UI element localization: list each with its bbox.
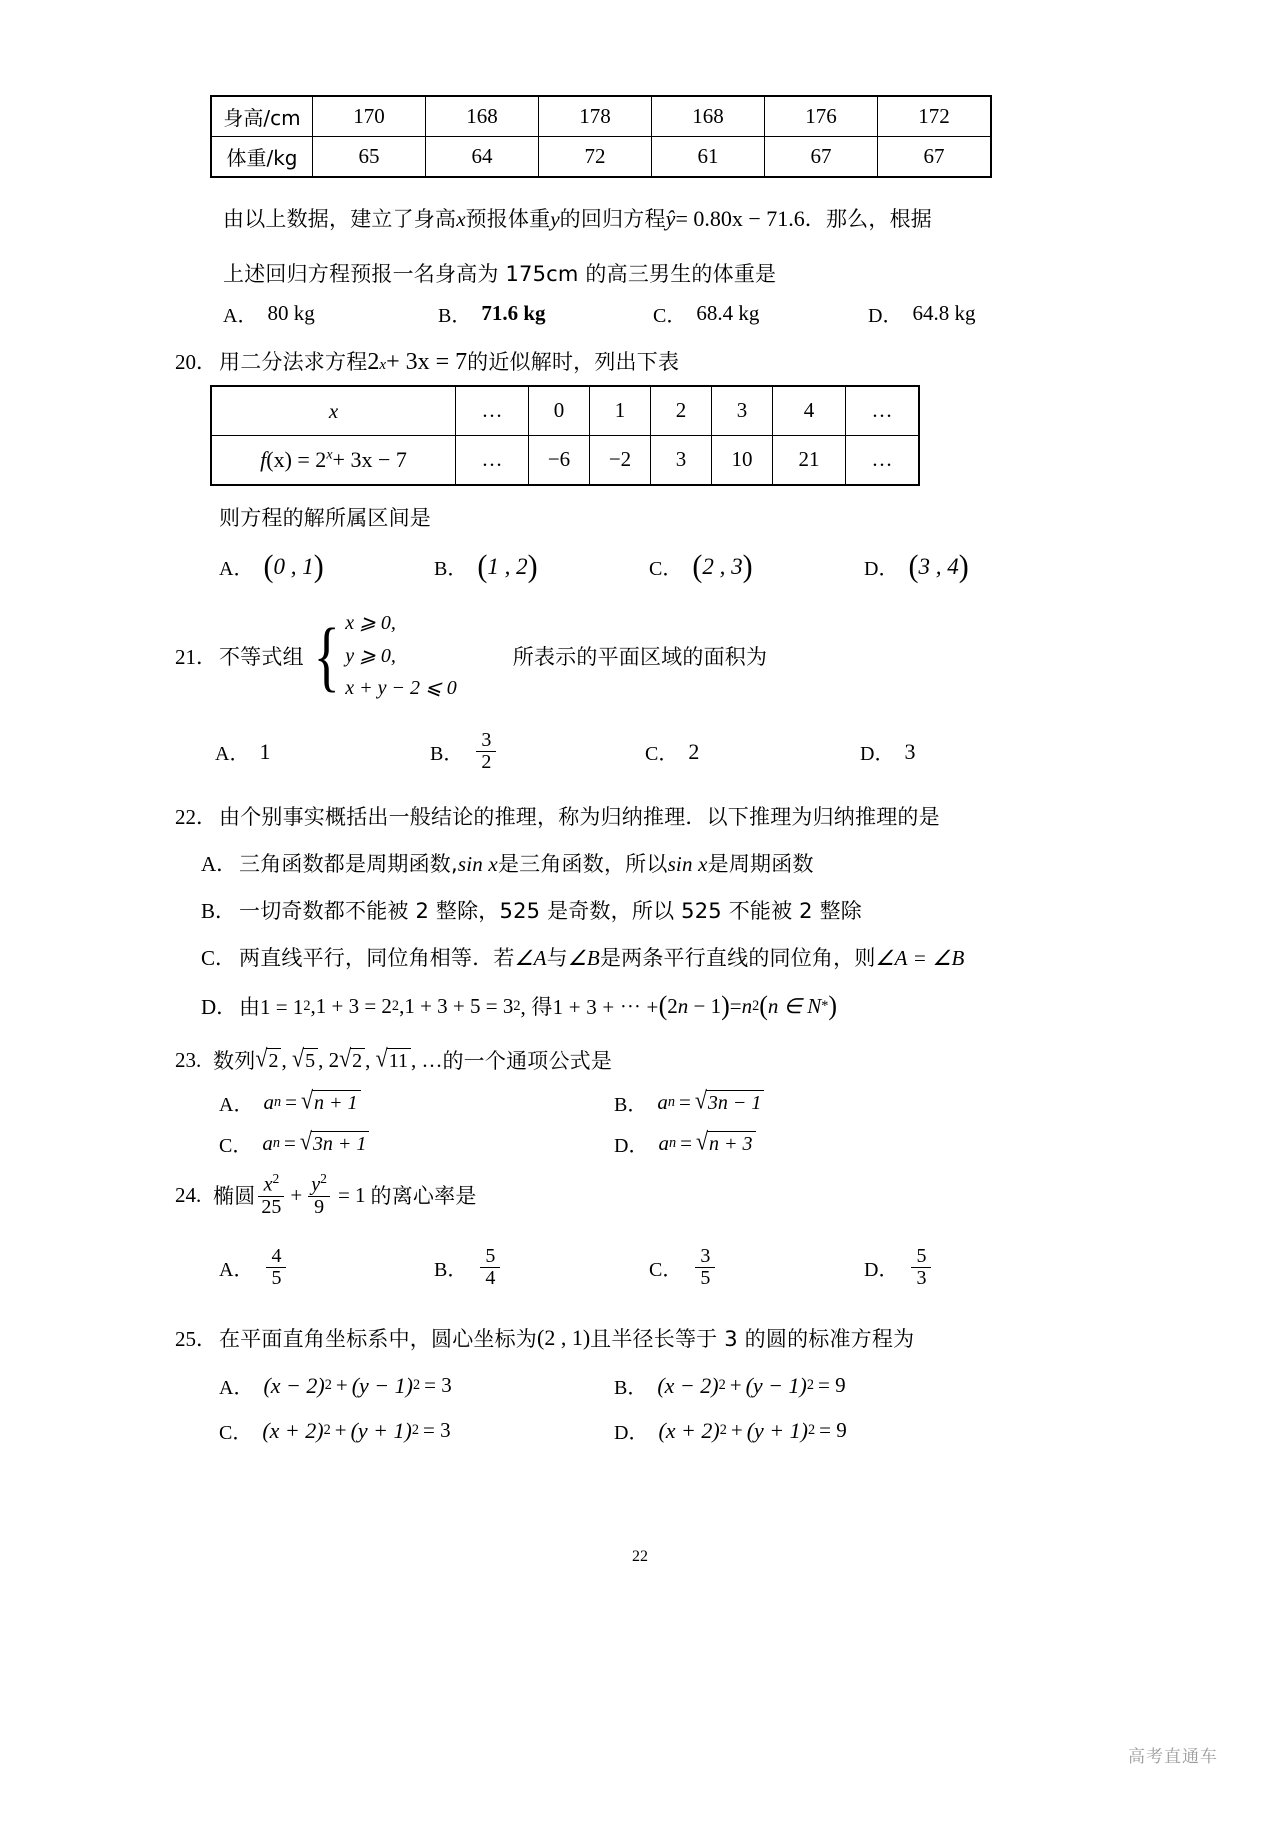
angle-a: ∠A: [514, 946, 547, 971]
page-number: 22: [632, 1548, 648, 1565]
table-cell-dots: …: [846, 435, 920, 485]
table-cell: 72: [539, 137, 652, 178]
q21-stem-text-b: 所表示的平面区域的面积为: [512, 644, 768, 669]
table-cell: 61: [652, 137, 765, 178]
page-content: [175, 95, 1105, 1445]
q24-option-a[interactable]: A． $\frac{4}{5}$: [219, 1246, 434, 1289]
question-20: [175, 346, 1105, 582]
q19-stem-line-2: 上述回归方程预报一名身高为 175cm 的高三男生的体重是: [223, 262, 777, 287]
q22-option-d-label: D．: [201, 995, 238, 1020]
q23-option-b[interactable]: B． a n = √ 3n − 1: [614, 1088, 1009, 1117]
table-row: [211, 435, 919, 485]
q20-number: 20．: [175, 349, 217, 374]
sqrt-expression: √ n + 1: [301, 1090, 361, 1115]
x-row-label: x: [211, 386, 456, 436]
q24-stem-text-a: 椭圆: [213, 1184, 256, 1209]
q20-option-b[interactable]: B． ( 1 , 2 ): [434, 549, 538, 584]
table-cell: 21: [773, 435, 846, 485]
table-row: [211, 386, 919, 436]
q24-equals-one: = 1: [337, 1182, 366, 1207]
q22-option-b-label: B．: [201, 899, 237, 924]
q21-option-b[interactable]: B． $\frac{3}{2}$: [430, 730, 645, 773]
table-cell: 67: [765, 137, 878, 178]
table-cell: 0: [529, 386, 590, 436]
q25-stem-text-b: 且半径长等于 3 的圆的标准方程为: [590, 1327, 915, 1352]
table-cell: 2: [651, 386, 712, 436]
q19-var-x: x: [456, 207, 466, 231]
q19-stem-line-1: [223, 202, 1105, 236]
q23-option-c[interactable]: C． a n = √ 3n + 1: [219, 1129, 614, 1158]
watermark: 高考直通车: [1128, 1747, 1218, 1767]
question-24: [175, 1172, 1105, 1289]
q19-options: [223, 299, 1105, 328]
q20-options: [219, 549, 1105, 584]
sqrt-expression: √ 3n − 1: [695, 1090, 765, 1115]
q20-option-c[interactable]: C． ( 2 , 3 ): [649, 549, 753, 584]
q20-stem-text-c: 则方程的解所属区间是: [219, 505, 431, 530]
question-23: [175, 1045, 1105, 1158]
fx-row-label: $f(x) = 2^x+ 3x - 7$: [211, 435, 456, 485]
q23-options-row-2: [219, 1129, 1105, 1158]
table-cell-dots: …: [456, 435, 529, 485]
fraction: $\frac{3}{5}$: [695, 1246, 715, 1289]
q22-option-a-label: A．: [201, 852, 238, 877]
sin-x-1: sin x: [457, 852, 498, 877]
table-cell: 65: [313, 137, 426, 178]
q23-options-row-1: [219, 1088, 1105, 1117]
q20-stem-text-b: 的近似解时，列出下表: [467, 349, 680, 374]
q25-number: 25．: [175, 1327, 217, 1352]
q22-option-b[interactable]: [201, 895, 1105, 925]
q24-number: 24.: [175, 1182, 202, 1207]
q19-yhat: ŷ: [665, 206, 676, 231]
table-cell: 1: [590, 386, 651, 436]
q20-stem-text-a: 用二分法求方程: [219, 349, 368, 374]
table-cell: 172: [878, 96, 992, 137]
q21-options: [215, 730, 1105, 773]
sqrt-5: √ 5: [292, 1048, 318, 1073]
q19-stem-text-c: 的回归方程: [559, 207, 666, 231]
q25-option-b[interactable]: B． (x − 2) 2 + (y − 1) 2 = 9: [614, 1372, 846, 1400]
table-cell: 168: [426, 96, 539, 137]
angle-b: ∠B: [567, 946, 600, 971]
q25-options-row-2: [219, 1416, 1105, 1445]
q22-option-b-text: 一切奇数都不能被 2 整除，525 是奇数，所以 525 不能被 2 整除: [239, 899, 863, 924]
table-cell: 3: [651, 435, 712, 485]
question-22: [175, 801, 1105, 1021]
height-weight-table: [210, 95, 992, 178]
q22-stem-text: 由个别事实概括出一般结论的推理，称为归纳推理．以下推理为归纳推理的是: [219, 805, 940, 830]
fraction: $\frac{5}{3}$: [911, 1246, 931, 1289]
two-sqrt-2: √ 2: [339, 1048, 365, 1073]
q23-stem-text-a: 数列: [213, 1049, 256, 1074]
fraction-3-over-2: $\frac{3}{2}$: [476, 730, 496, 773]
q25-options-row-1: [219, 1371, 1105, 1400]
table-cell: 4: [773, 386, 846, 436]
q25-option-c[interactable]: C． (x + 2) 2 + (y + 1) 2 = 3: [219, 1417, 451, 1445]
sqrt-expression: √ n + 3: [696, 1131, 756, 1156]
table-cell: 168: [652, 96, 765, 137]
q19-regression-eq: = 0.80x − 71.6: [675, 206, 805, 231]
q19-option-a[interactable]: A． 80 kg: [223, 300, 315, 327]
fraction: $\frac{4}{5}$: [266, 1246, 286, 1289]
q21-inequality-system: [308, 607, 457, 704]
table-cell: −2: [590, 435, 651, 485]
q21-option-a[interactable]: A． 1: [215, 738, 271, 766]
q25-center-point: (2 , 1): [537, 1325, 591, 1351]
system-row: x + y − 2 ⩽ 0: [345, 676, 457, 699]
q24-options: [219, 1246, 1105, 1289]
system-row: x ⩾ 0,: [345, 612, 396, 635]
system-rows: [341, 607, 457, 704]
q23-stem-text-b: 的一个通项公式是: [442, 1049, 613, 1074]
q23-sequence: √ 2 , √ 5 , 2 √ 2 , √ 11 , …: [255, 1044, 443, 1073]
q20-eq-rest: + 3x = 7: [386, 348, 468, 375]
table-cell: 10: [712, 435, 773, 485]
row-header-weight: 体重/kg: [211, 137, 313, 178]
table-cell-dots: …: [456, 386, 529, 436]
q20-option-a[interactable]: A． ( 0 , 1 ): [219, 549, 324, 584]
sqrt-expression: √ 3n + 1: [300, 1131, 370, 1156]
q22-option-c[interactable]: [201, 942, 1105, 972]
fraction: $\frac{5}{4}$: [480, 1246, 500, 1289]
table-cell: 176: [765, 96, 878, 137]
q20-option-d[interactable]: D． ( 3 , 4 ): [864, 549, 969, 584]
height-weight-table-wrap: [210, 95, 1105, 178]
question-19: [175, 202, 1105, 328]
system-row: y ⩾ 0,: [345, 644, 396, 667]
q23-number: 23.: [175, 1047, 202, 1072]
sin-x-2: sin x: [667, 852, 708, 877]
q21-stem: [175, 607, 1105, 704]
q22-option-a[interactable]: [201, 848, 1105, 878]
sequence-ellipsis: …: [421, 1047, 443, 1072]
q21-number: 21．: [175, 644, 217, 669]
q19-option-d[interactable]: D． 64.8 kg: [868, 300, 976, 327]
q21-stem-text-a: 不等式组: [219, 644, 304, 669]
q19-stem-text-d: ．那么，根据: [804, 207, 932, 231]
table-cell: 178: [539, 96, 652, 137]
sqrt-11: √ 11: [376, 1048, 411, 1073]
q24-stem-text-b: 的离心率是: [370, 1184, 477, 1209]
sqrt-2: √ 2: [255, 1048, 281, 1073]
bisection-table: [210, 385, 920, 486]
table-row: [211, 137, 991, 178]
fraction-x2-over-25: $\frac{x^2}{25}$: [258, 1172, 284, 1218]
plus-sign: +: [290, 1182, 303, 1207]
angle-equality: ∠A = ∠B: [875, 946, 965, 971]
table-cell: 170: [313, 96, 426, 137]
question-21: [175, 607, 1105, 773]
q24-option-d[interactable]: D． $\frac{5}{3}$: [864, 1246, 1079, 1289]
q25-stem: [175, 1323, 1105, 1353]
q22-option-d[interactable]: [201, 991, 1105, 1021]
table-row: [211, 96, 991, 137]
q22-option-c-text: 两直线平行，同位角相等．若∠A与∠B是两条平行直线的同位角，则∠A = ∠B: [239, 946, 965, 971]
q24-stem: [175, 1172, 1105, 1218]
q21-option-d[interactable]: D． 3: [860, 738, 916, 766]
q20-eq-exp: x: [379, 356, 387, 373]
q22-option-d-text: 由1 = 1 2 ,1 + 3 = 2 2 ,1 + 3 + 5 = 3 2 , 得1 + 3 + ⋯ + ( 2n − 1 ) = n 2 ( n ∈ N * ): [239, 990, 838, 1022]
q22-stem: [175, 801, 1105, 831]
q20-stem: [175, 346, 1105, 376]
q19-stem-text-b: 预报体重: [465, 207, 551, 231]
q24-option-c[interactable]: C． $\frac{3}{5}$: [649, 1246, 864, 1289]
q19-option-c[interactable]: C． 68.4 kg: [653, 300, 760, 327]
row-header-height: 身高/cm: [211, 96, 313, 137]
q19-option-b[interactable]: B． 71.6 kg: [438, 300, 546, 327]
table-cell: 64: [426, 137, 539, 178]
question-25: [175, 1323, 1105, 1445]
q19-stem-text-a: 由以上数据，建立了身高: [223, 207, 457, 231]
left-brace: {: [313, 611, 340, 699]
table-cell: 67: [878, 137, 992, 178]
q23-option-d[interactable]: D． a n = √ n + 3: [614, 1129, 1009, 1158]
q23-option-a[interactable]: A． a n = √ n + 1: [219, 1088, 614, 1117]
q20-eq-base: 2: [367, 348, 380, 375]
q25-stem-text-a: 在平面直角坐标系中，圆心坐标为: [219, 1327, 537, 1352]
q22-option-c-label: C．: [201, 946, 237, 971]
q23-stem: [175, 1045, 1105, 1075]
q25-option-a[interactable]: A． (x − 2) 2 + (y − 1) 2 = 3: [219, 1372, 452, 1400]
q22-option-a-text: 三角函数都是周期函数,sin x是三角函数，所以sin x是周期函数: [239, 852, 814, 877]
q19-var-y: y: [550, 207, 560, 231]
table-cell: −6: [529, 435, 590, 485]
q22-number: 22．: [175, 805, 217, 830]
table-cell-dots: …: [846, 386, 920, 436]
q24-option-b[interactable]: B． $\frac{5}{4}$: [434, 1246, 649, 1289]
q25-option-d[interactable]: D． (x + 2) 2 + (y + 1) 2 = 9: [614, 1417, 847, 1445]
fraction-y2-over-9: $\frac{y^2}{9}$: [308, 1172, 330, 1218]
q21-option-c[interactable]: C． 2: [645, 738, 700, 766]
bisection-table-wrap: [210, 385, 1105, 486]
table-cell: 3: [712, 386, 773, 436]
